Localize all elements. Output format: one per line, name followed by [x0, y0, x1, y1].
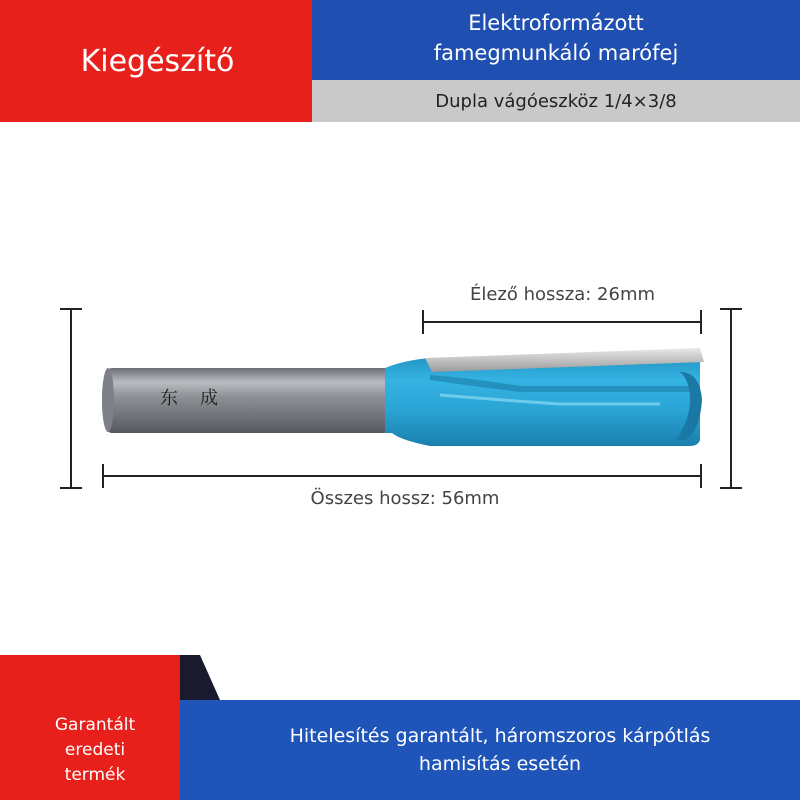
authenticity-line-1: Hitelesítés garantált, háromszoros kárpótlás — [289, 725, 711, 747]
authenticity-text — [230, 700, 770, 800]
product-title-line-1: Elektroformázott — [468, 11, 644, 35]
engraving-glyph-1: 东 — [160, 388, 178, 409]
footer-corner-shadow — [180, 655, 220, 700]
shank-end — [102, 368, 114, 432]
shank — [102, 368, 392, 433]
product-title-line-2: famegmunkáló marófej — [433, 41, 679, 65]
accessory-label: Kiegészítő — [80, 43, 235, 79]
cutter-head — [385, 348, 704, 446]
right-height-indicator — [720, 309, 742, 488]
guarantee-line-3: termék — [64, 764, 126, 785]
guarantee-text — [0, 700, 190, 800]
left-height-indicator — [60, 309, 82, 488]
blade-length-dimension — [423, 310, 701, 334]
authenticity-line-2: hamisítás esetén — [418, 753, 582, 775]
product-subtitle: Dupla vágóeszköz 1/4×3/8 — [435, 90, 677, 112]
blade-length-label: Élező hossza: 26mm — [469, 284, 656, 305]
guarantee-line-2: eredeti — [64, 739, 126, 760]
engraving-glyph-2: 成 — [200, 388, 218, 409]
total-length-label: Összes hossz: 56mm — [310, 488, 500, 509]
total-length-dimension — [103, 464, 701, 488]
guarantee-line-1: Garantált — [54, 714, 136, 735]
shank-body — [102, 368, 392, 433]
